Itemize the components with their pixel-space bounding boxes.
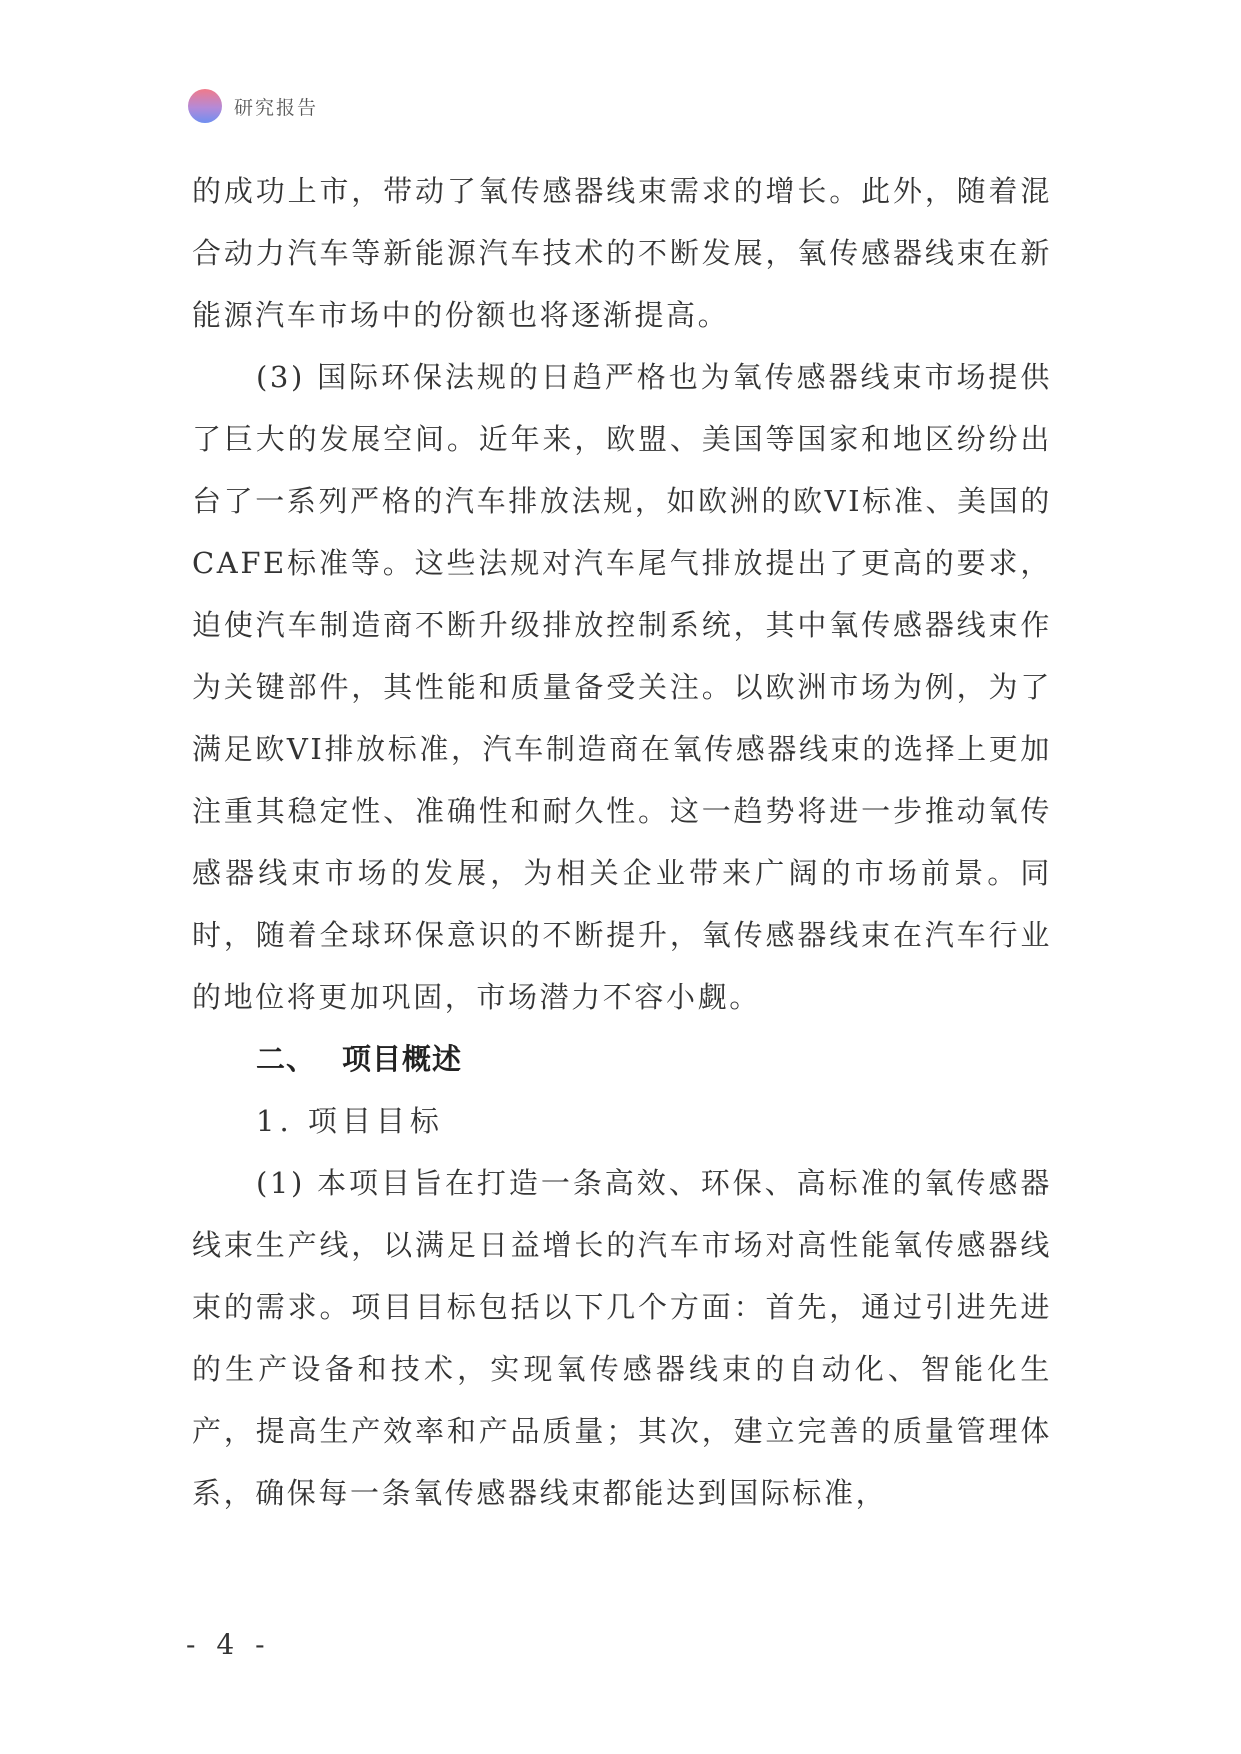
document-body [192, 160, 1052, 1524]
report-logo-icon [188, 89, 222, 123]
subsection-heading: 1. 项目目标 [256, 1104, 444, 1138]
page-header [188, 88, 318, 124]
section-title: 项目概述 [342, 1042, 463, 1076]
paragraph-project-goals: (1) 本项目旨在打造一条高效、环保、高标准的氧传感器线束生产线，以满足日益增长的汽车市场对高性能氧传感器线束的需求。项目目标包括以下几个方面：首先，通过引进先进的生产设备和技术，实现氧传感器线束的自动化、智能化生产，提高生产效率和产品质量；其次，建立完善的质量管理体系，确保每一条氧传感器线束都能达到国际标准， [192, 1166, 1052, 1510]
paragraph-continued: 的成功上市，带动了氧传感器线束需求的增长。此外，随着混合动力汽车等新能源汽车技术的不断发展，氧传感器线束在新能源汽车市场中的份额也将逐渐提高。 [192, 174, 1052, 332]
page-number: - 4 - [186, 1628, 271, 1661]
paragraph-regulations: (3) 国际环保法规的日趋严格也为氧传感器线束市场提供了巨大的发展空间。近年来，欧盟、美国等国家和地区纷纷出台了一系列严格的汽车排放法规，如欧洲的欧VI标准、美国的CAFE标准等。这些法规对汽车尾气排放提出了更高的要求，迫使汽车制造商不断升级排放控制系统，其中氧传感器线束作为关键部件，其性能和质量备受关注。以欧洲市场为例，为了满足欧VI排放标准，汽车制造商在氧传感器线束的选择上更加注重其稳定性、准确性和耐久性。这一趋势将进一步推动氧传感器线束市场的发展，为相关企业带来广阔的市场前景。同时，随着全球环保意识的不断提升，氧传感器线束在汽车行业的地位将更加巩固，市场潜力不容小觑。 [192, 360, 1052, 1014]
header-title: 研究报告 [234, 96, 319, 119]
section-number: 二、 [256, 1042, 317, 1076]
section-heading [192, 1028, 1052, 1090]
